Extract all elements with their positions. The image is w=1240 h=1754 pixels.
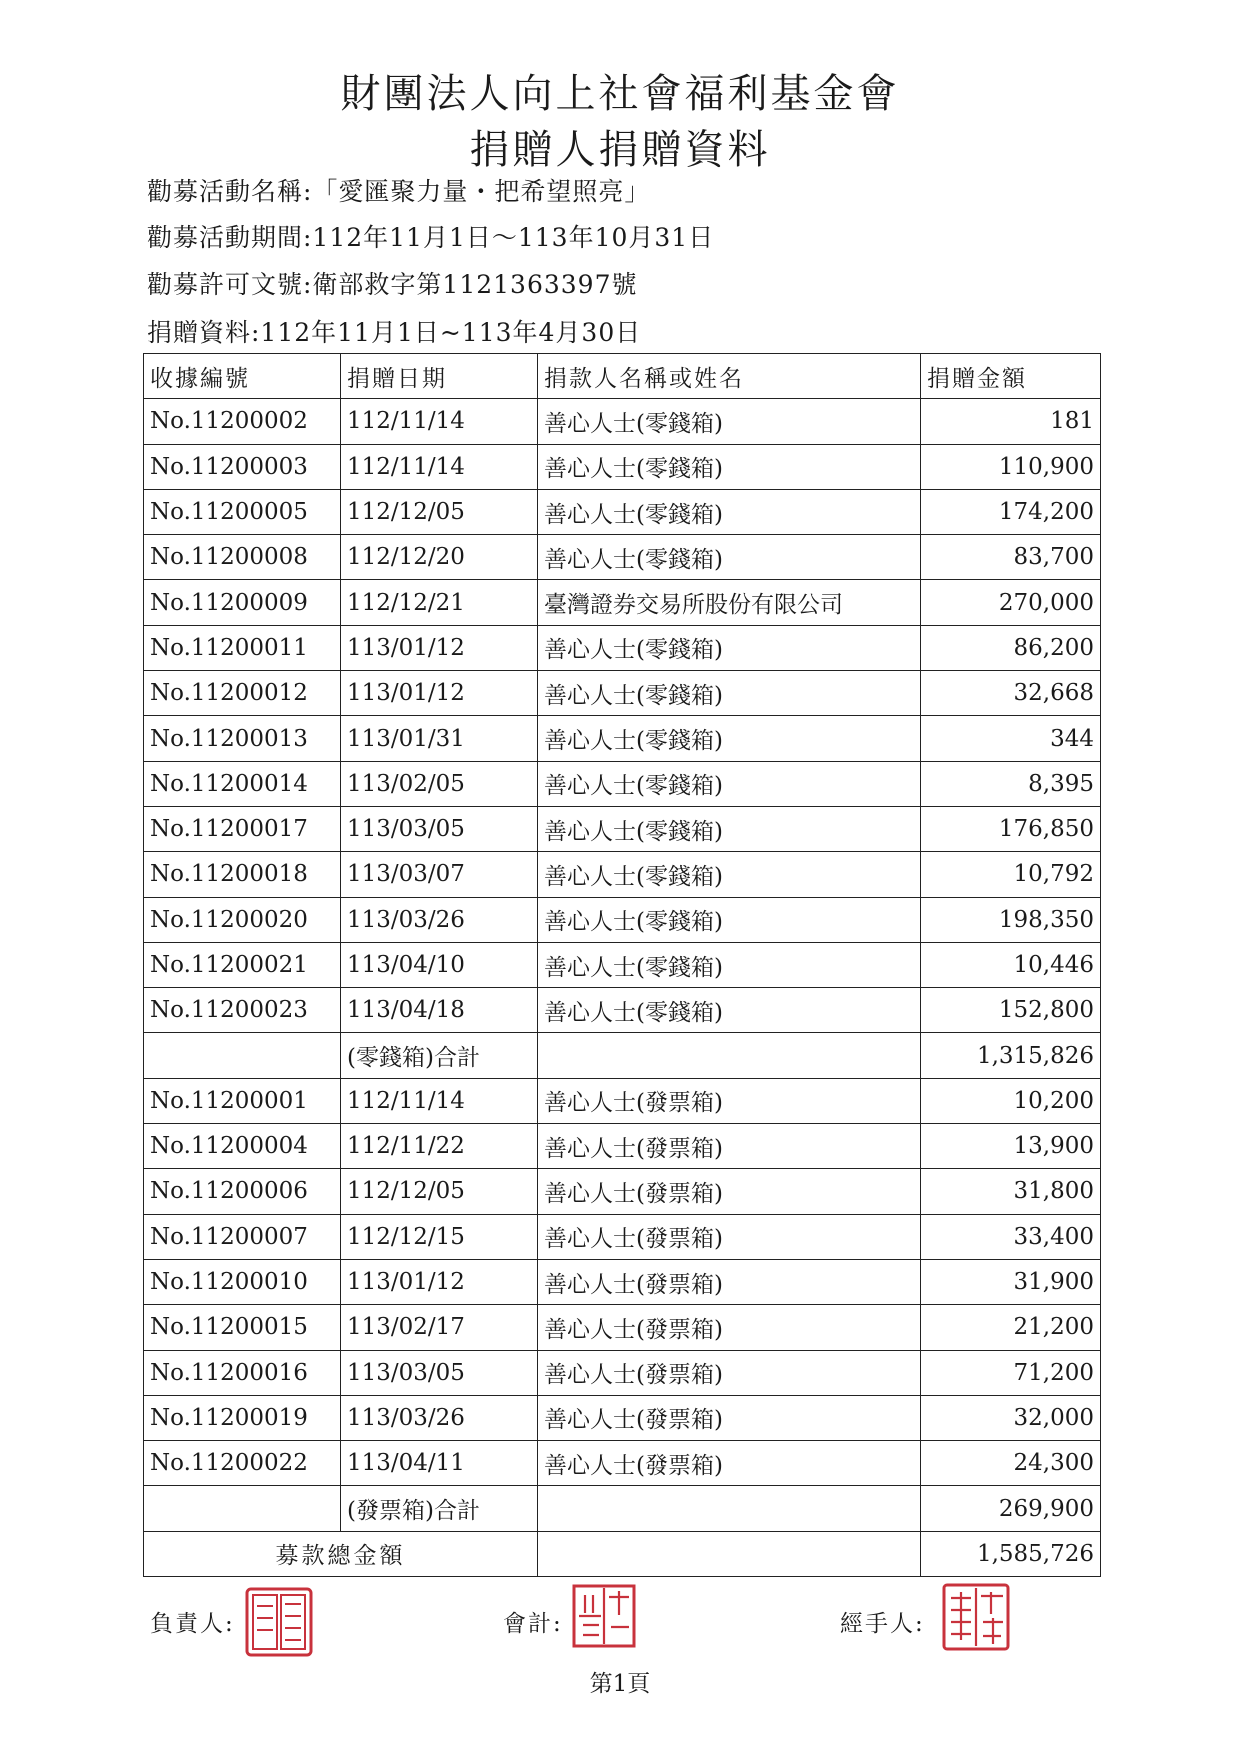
table-row xyxy=(144,942,1101,987)
date-cell: 112/12/21 xyxy=(341,580,538,625)
date-cell: 113/03/05 xyxy=(341,806,538,851)
header-amount: 捐贈金額 xyxy=(921,354,1101,399)
receipt-cell xyxy=(144,1033,341,1078)
table-row xyxy=(144,716,1101,761)
date-cell: 113/04/10 xyxy=(341,942,538,987)
table-row xyxy=(144,806,1101,851)
donor-cell: 善心人士(發票箱) xyxy=(538,1259,921,1304)
grand-total-value: 1,585,726 xyxy=(921,1531,1101,1576)
amount-cell: 1,315,826 xyxy=(921,1033,1101,1078)
subtotal-row xyxy=(144,1033,1101,1078)
table-row xyxy=(144,1305,1101,1350)
donation-table xyxy=(143,353,1101,1577)
table-row xyxy=(144,897,1101,942)
donor-cell: 善心人士(零錢箱) xyxy=(538,761,921,806)
amount-cell: 21,200 xyxy=(921,1305,1101,1350)
header-receipt: 收據編號 xyxy=(144,354,341,399)
donor-cell: 善心人士(發票箱) xyxy=(538,1169,921,1214)
date-cell: 113/01/12 xyxy=(341,625,538,670)
receipt-cell: No.11200008 xyxy=(144,535,341,580)
grand-total-empty xyxy=(538,1531,921,1576)
grand-total-label: 募款總金額 xyxy=(144,1531,538,1576)
receipt-cell: No.11200012 xyxy=(144,671,341,716)
amount-cell: 10,200 xyxy=(921,1078,1101,1123)
amount-cell: 71,200 xyxy=(921,1350,1101,1395)
donor-cell: 善心人士(發票箱) xyxy=(538,1305,921,1350)
receipt-cell: No.11200011 xyxy=(144,625,341,670)
amount-cell: 270,000 xyxy=(921,580,1101,625)
table-row xyxy=(144,625,1101,670)
donor-cell: 善心人士(零錢箱) xyxy=(538,535,921,580)
receipt-cell xyxy=(144,1486,341,1531)
date-cell: 113/01/12 xyxy=(341,1259,538,1304)
donor-cell: 善心人士(零錢箱) xyxy=(538,897,921,942)
table-row xyxy=(144,399,1101,444)
donor-cell: 善心人士(零錢箱) xyxy=(538,942,921,987)
data-range: 捐贈資料:112年11月1日~113年4月30日 xyxy=(147,318,642,347)
amount-cell: 86,200 xyxy=(921,625,1101,670)
table-row xyxy=(144,444,1101,489)
receipt-cell: No.11200009 xyxy=(144,580,341,625)
date-cell: 113/02/17 xyxy=(341,1305,538,1350)
table-row xyxy=(144,1214,1101,1259)
receipt-cell: No.11200010 xyxy=(144,1259,341,1304)
receipt-cell: No.11200014 xyxy=(144,761,341,806)
donor-cell: 善心人士(零錢箱) xyxy=(538,716,921,761)
donor-cell: 善心人士(發票箱) xyxy=(538,1350,921,1395)
permit-number: 勸募許可文號:衛部救字第1121363397號 xyxy=(147,270,638,299)
date-cell: 112/12/20 xyxy=(341,535,538,580)
amount-cell: 32,000 xyxy=(921,1395,1101,1440)
date-cell: 113/03/07 xyxy=(341,852,538,897)
date-cell: 113/02/05 xyxy=(341,761,538,806)
amount-cell: 83,700 xyxy=(921,535,1101,580)
handler-seal xyxy=(941,1582,1011,1652)
amount-cell: 110,900 xyxy=(921,444,1101,489)
table-row xyxy=(144,988,1101,1033)
table-row xyxy=(144,489,1101,534)
donor-cell: 善心人士(零錢箱) xyxy=(538,444,921,489)
date-cell: (發票箱)合計 xyxy=(341,1486,538,1531)
org-title: 財團法人向上社會福利基金會 xyxy=(340,71,900,117)
receipt-cell: No.11200013 xyxy=(144,716,341,761)
receipt-cell: No.11200023 xyxy=(144,988,341,1033)
donor-cell: 善心人士(零錢箱) xyxy=(538,671,921,716)
donor-cell xyxy=(538,1486,921,1531)
table-row xyxy=(144,1259,1101,1304)
date-cell: 112/11/22 xyxy=(341,1124,538,1169)
amount-cell: 176,850 xyxy=(921,806,1101,851)
table-row xyxy=(144,580,1101,625)
donor-cell: 善心人士(發票箱) xyxy=(538,1214,921,1259)
date-cell: 112/12/05 xyxy=(341,489,538,534)
donor-cell xyxy=(538,1033,921,1078)
handler-label: 經手人: xyxy=(840,1611,925,1637)
campaign-name: 勸募活動名稱:「愛匯聚力量・把希望照亮」 xyxy=(147,177,651,206)
grand-total-row xyxy=(144,1531,1101,1576)
receipt-cell: No.11200002 xyxy=(144,399,341,444)
receipt-cell: No.11200001 xyxy=(144,1078,341,1123)
amount-cell: 31,900 xyxy=(921,1259,1101,1304)
date-cell: 112/12/15 xyxy=(341,1214,538,1259)
receipt-cell: No.11200006 xyxy=(144,1169,341,1214)
table-row xyxy=(144,535,1101,580)
responsible-seal xyxy=(244,1586,314,1658)
receipt-cell: No.11200007 xyxy=(144,1214,341,1259)
table-row xyxy=(144,852,1101,897)
date-cell: 113/04/11 xyxy=(341,1441,538,1486)
donor-cell: 善心人士(零錢箱) xyxy=(538,852,921,897)
donor-cell: 臺灣證券交易所股份有限公司 xyxy=(538,580,921,625)
table-row xyxy=(144,1169,1101,1214)
date-cell: 112/12/05 xyxy=(341,1169,538,1214)
donor-cell: 善心人士(零錢箱) xyxy=(538,625,921,670)
subtotal-row xyxy=(144,1486,1101,1531)
accountant-label: 會計: xyxy=(503,1611,563,1637)
table-row xyxy=(144,1350,1101,1395)
date-cell: 112/11/14 xyxy=(341,1078,538,1123)
receipt-cell: No.11200015 xyxy=(144,1305,341,1350)
table-row xyxy=(144,1441,1101,1486)
receipt-cell: No.11200019 xyxy=(144,1395,341,1440)
donor-cell: 善心人士(發票箱) xyxy=(538,1441,921,1486)
date-cell: 113/03/26 xyxy=(341,1395,538,1440)
amount-cell: 10,792 xyxy=(921,852,1101,897)
amount-cell: 181 xyxy=(921,399,1101,444)
header-date: 捐贈日期 xyxy=(341,354,538,399)
donor-cell: 善心人士(零錢箱) xyxy=(538,399,921,444)
amount-cell: 32,668 xyxy=(921,671,1101,716)
date-cell: 113/01/31 xyxy=(341,716,538,761)
campaign-period: 勸募活動期間:112年11月1日～113年10月31日 xyxy=(147,223,715,252)
amount-cell: 152,800 xyxy=(921,988,1101,1033)
receipt-cell: No.11200017 xyxy=(144,806,341,851)
amount-cell: 13,900 xyxy=(921,1124,1101,1169)
table-header-row xyxy=(144,354,1101,399)
document-title: 捐贈人捐贈資料 xyxy=(469,127,771,173)
table-row xyxy=(144,1078,1101,1123)
amount-cell: 31,800 xyxy=(921,1169,1101,1214)
receipt-cell: No.11200022 xyxy=(144,1441,341,1486)
table-row xyxy=(144,1124,1101,1169)
amount-cell: 24,300 xyxy=(921,1441,1101,1486)
donor-cell: 善心人士(零錢箱) xyxy=(538,806,921,851)
receipt-cell: No.11200005 xyxy=(144,489,341,534)
donor-cell: 善心人士(發票箱) xyxy=(538,1078,921,1123)
date-cell: 112/11/14 xyxy=(341,444,538,489)
date-cell: (零錢箱)合計 xyxy=(341,1033,538,1078)
amount-cell: 8,395 xyxy=(921,761,1101,806)
receipt-cell: No.11200016 xyxy=(144,1350,341,1395)
amount-cell: 269,900 xyxy=(921,1486,1101,1531)
amount-cell: 198,350 xyxy=(921,897,1101,942)
receipt-cell: No.11200018 xyxy=(144,852,341,897)
table-row xyxy=(144,761,1101,806)
page-number: 第1頁 xyxy=(589,1671,651,1697)
amount-cell: 33,400 xyxy=(921,1214,1101,1259)
amount-cell: 10,446 xyxy=(921,942,1101,987)
receipt-cell: No.11200004 xyxy=(144,1124,341,1169)
table-row xyxy=(144,671,1101,716)
donor-cell: 善心人士(發票箱) xyxy=(538,1395,921,1440)
accountant-seal xyxy=(571,1583,637,1649)
date-cell: 113/03/26 xyxy=(341,897,538,942)
donor-cell: 善心人士(零錢箱) xyxy=(538,988,921,1033)
date-cell: 112/11/14 xyxy=(341,399,538,444)
amount-cell: 344 xyxy=(921,716,1101,761)
date-cell: 113/03/05 xyxy=(341,1350,538,1395)
receipt-cell: No.11200020 xyxy=(144,897,341,942)
table-body xyxy=(144,399,1101,1531)
donor-cell: 善心人士(發票箱) xyxy=(538,1124,921,1169)
receipt-cell: No.11200021 xyxy=(144,942,341,987)
responsible-label: 負責人: xyxy=(150,1611,235,1637)
date-cell: 113/01/12 xyxy=(341,671,538,716)
table-row xyxy=(144,1395,1101,1440)
receipt-cell: No.11200003 xyxy=(144,444,341,489)
header-donor: 捐款人名稱或姓名 xyxy=(538,354,921,399)
amount-cell: 174,200 xyxy=(921,489,1101,534)
date-cell: 113/04/18 xyxy=(341,988,538,1033)
donor-cell: 善心人士(零錢箱) xyxy=(538,489,921,534)
